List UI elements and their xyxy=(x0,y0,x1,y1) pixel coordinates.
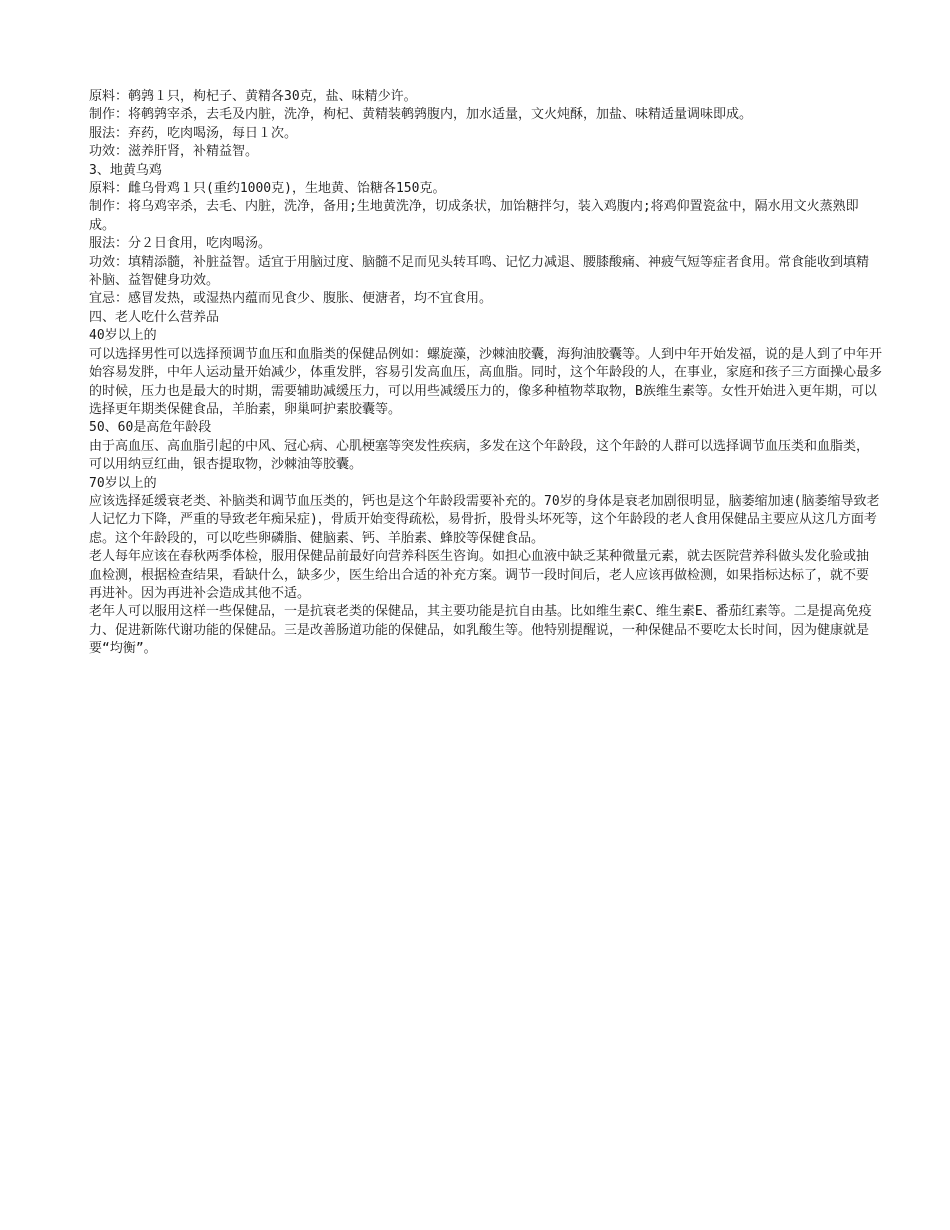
paragraph-annual-checkup: 老人每年应该在春秋两季体检，服用保健品前最好向营养科医生咨询。如担心血液中缺乏某种微量元素，就去医院营养科做头发化验或抽血检测，根据检查结果，看缺什么，缺多少，医生给出合适的补充方案。调节一段时间后，老人应该再做检测，如果指标达标了，就不要再进补。因为再进补会造成其他不适。 xyxy=(89,549,870,601)
paragraph-chicken-preparation: 制作：将乌鸡宰杀，去毛、内脏，洗净，备用;生地黄洗净，切成条状，加饴糖拌匀，装入鸡腹内;将鸡仰置瓷盆中，隔水用文火蒸熟即成。 xyxy=(89,199,859,233)
paragraph-chicken-contraindications: 宜忌：感冒发热，或湿热内蕴而见食少、腹胀、便溏者，均不宜食用。 xyxy=(89,291,493,307)
document-body xyxy=(89,88,883,659)
paragraph-quail-preparation: 制作：将鹌鹑宰杀，去毛及内脏，洗净，枸杞、黄精装鹌鹑腹内，加水适量，文火炖酥，加盐、味精适量调味即成。 xyxy=(89,107,753,123)
paragraph-age-70-plus: 应该选择延缓衰老类、补脑类和调节血压类的，钙也是这个年龄段需要补充的。70岁的身体是衰老加剧很明显，脑萎缩加速(脑萎缩导致老人记忆力下降，严重的导致老年痴呆症)，骨质开始变得疏松，易骨折，股骨头坏死等，这个年龄段的老人食用保健品主要应从这几方面考虑。这个年龄段的，可以吃些卵磷脂、健脑素、钙、羊胎素、蜂胶等保健食品。 xyxy=(89,493,880,546)
paragraph-quail-effect: 功效：滋养肝肾，补精益智。 xyxy=(89,144,259,160)
paragraph-chicken-ingredients: 原料：雌乌骨鸡１只(重约1000克)，生地黄、饴糖各150克。 xyxy=(89,181,446,197)
paragraph-age-50-60: 由于高血压、高血脂引起的中风、冠心病、心肌梗塞等突发性疾病，多发在这个年龄段，这个年龄的人群可以选择调节血压类和血脂类，可以用纳豆红曲，银杏提取物，沙棘油等胶囊。 xyxy=(89,438,870,473)
heading-elderly-supplements: 四、老人吃什么营养品 xyxy=(89,309,220,325)
paragraph-quail-usage: 服法：弃药，吃肉喝汤，每日１次。 xyxy=(89,125,298,141)
paragraph-quail-ingredients: 原料：鹌鹑１只，枸杞子、黄精各30克，盐、味精少许。 xyxy=(89,89,417,104)
heading-rehmannia-chicken: 3、地黄乌鸡 xyxy=(89,162,162,178)
paragraph-supplement-types: 老年人可以服用这样一些保健品，一是抗衰老类的保健品，其主要功能是抗自由基。比如维生素C、维生素E、番茄红素等。二是提高免疫力、促进新陈代谢功能的保健品。三是改善肠道功能的保健品，如乳酸生等。他特别提醒说，一种保健品不要吃太长时间，因为健康就是要“均衡”。 xyxy=(89,604,872,657)
paragraph-chicken-usage: 服法：分２日食用，吃肉喝汤。 xyxy=(89,236,272,252)
heading-age-40-plus: 40岁以上的 xyxy=(89,328,157,344)
paragraph-chicken-effect: 功效：填精添髓，补脏益智。适宜于用脑过度、脑髓不足而见头转耳鸣、记忆力减退、腰膝酸痛、神疲气短等症者食用。常食能收到填精补脑、益智健身功效。 xyxy=(89,254,870,289)
heading-age-70-plus: 70岁以上的 xyxy=(89,475,157,491)
heading-age-50-60: 50、60是高危年龄段 xyxy=(89,420,212,436)
paragraph-age-40-plus: 可以选择男性可以选择预调节血压和血脂类的保健品例如：螺旋藻，沙棘油胶囊，海狗油胶囊等。人到中年开始发福，说的是人到了中年开始容易发胖，中年人运动量开始减少，体重发胖，容易引发高血压，高血脂。同时，这个年龄段的人，在事业，家庭和孩子三方面操心最多的时候，压力也是最大的时期，需要辅助减缓压力，可以用些减缓压力的，像多种植物萃取物，B族维生素等。女性开始进入更年期，可以选择更年期类保健食品，羊胎素，卵巢呵护素胶囊等。 xyxy=(89,346,883,417)
